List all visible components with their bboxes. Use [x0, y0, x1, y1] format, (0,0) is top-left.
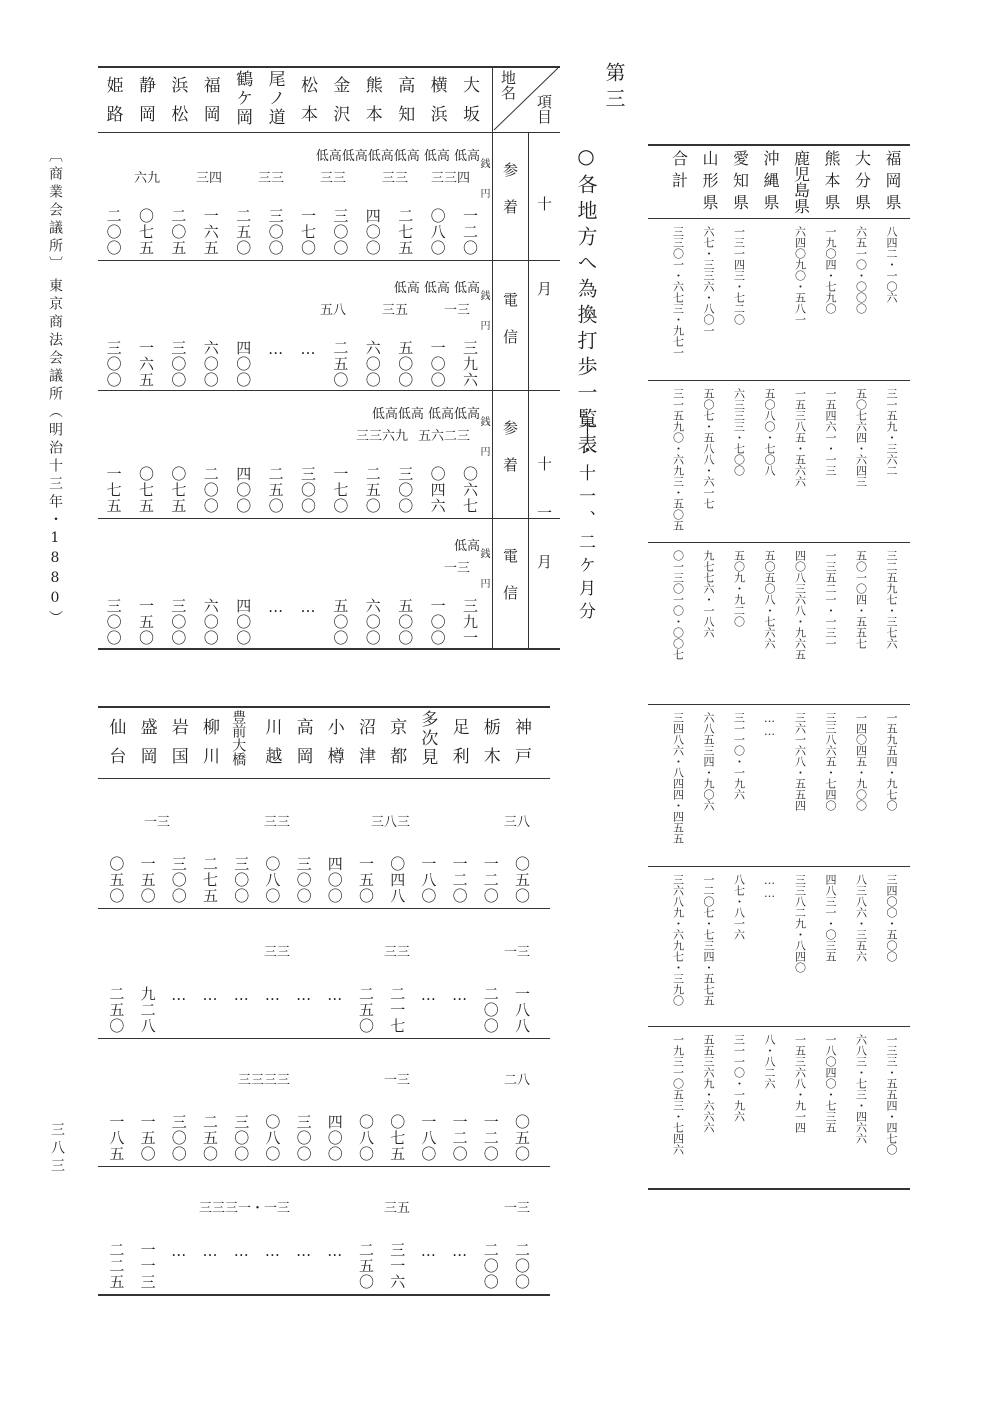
right-table-cell: 三四八六・八四四・四五五 — [671, 712, 685, 844]
right-table-cell: 六八五三四・九〇六 — [702, 712, 715, 811]
right-table-cell: 六三三三・七〇〇 — [732, 388, 746, 476]
right-table-cell: 三六八九・六九七・三九〇 — [671, 874, 685, 1006]
upper-city-header: 鶴ケ岡 — [232, 70, 253, 127]
upper-rate-value: 六九 — [133, 171, 160, 186]
lower-rate-value: 一三 — [503, 945, 530, 960]
right-table-cell: 三一一〇・一九六 — [732, 712, 746, 800]
upper-table-cell: 三九一 — [461, 598, 479, 646]
upper-rate-value: 三三六九 — [355, 429, 408, 444]
upper-table-cell: 〇四六 — [428, 466, 447, 514]
upper-table-cell: 三〇〇 — [169, 598, 188, 646]
right-table-cell: …… — [763, 874, 776, 900]
lower-table-cell: … — [419, 1242, 438, 1261]
lower-table-cell: … — [263, 986, 282, 1005]
lower-rate-value: 三三三三 — [237, 1073, 290, 1088]
lower-city-header: 仙台 — [105, 718, 126, 776]
right-table-cell: 一五四六一・一三 — [824, 388, 837, 476]
unit-sen: 銭 — [478, 416, 489, 426]
lower-city-header: 栃木 — [479, 718, 500, 776]
upper-table-cell: 三〇〇 — [104, 598, 123, 646]
upper-table-cell: … — [299, 340, 317, 359]
upper-table-cell: 一七〇 — [299, 208, 317, 256]
upper-row-rule-2 — [98, 390, 560, 391]
upper-table-cell: 三〇〇 — [104, 340, 123, 388]
lower-table-cell: 一八五 — [107, 1114, 126, 1162]
lower-table-cell: 〇七五 — [388, 1114, 407, 1162]
unit-yen: 円 — [478, 446, 489, 456]
lower-table-cell: 〇八〇 — [263, 1114, 282, 1162]
upper-row-rule-3 — [98, 518, 560, 519]
upper-table-cell: 二五〇 — [234, 208, 253, 256]
unit-yen: 円 — [478, 320, 489, 330]
upper-table-cell: 六〇〇 — [363, 340, 382, 388]
right-table-cell: 五〇八〇・七〇八 — [763, 388, 776, 476]
upper-rate-value: 三三四 — [430, 171, 470, 186]
upper-city-header: 姫路 — [102, 76, 123, 134]
right-table-cell: 一九三一〇五三・七四六 — [671, 1034, 685, 1155]
right-table-cell: 八・八二六 — [763, 1034, 776, 1089]
lower-rate-value: 三三 — [263, 945, 290, 960]
right-table-cell: 五〇七六四・六四三 — [854, 388, 868, 487]
right-table-cell: 五〇五〇八・七六六 — [763, 550, 776, 649]
right-table-col-rule-2 — [648, 542, 910, 543]
lower-table-cell: 四〇〇 — [325, 1114, 344, 1162]
lower-table-cell: … — [169, 1242, 188, 1261]
right-table-cell: 三一五九・三六二 — [885, 388, 898, 476]
lower-table-bottom-rule — [98, 1294, 550, 1296]
upper-table-cell: 一五〇 — [137, 598, 155, 646]
page-number: 三八三 — [49, 1122, 65, 1176]
header-corner-top: 地名 — [499, 70, 517, 100]
right-table-cell: 八七・八一六 — [732, 874, 746, 940]
lower-table-cell: 二〇〇 — [513, 1242, 531, 1290]
right-pref-header: 山形県 — [700, 150, 719, 216]
right-table-col-rule-1 — [648, 380, 910, 381]
lower-table-cell: 〇八〇 — [357, 1114, 375, 1162]
right-pref-header: 合計 — [669, 150, 689, 194]
upper-city-header: 尾ノ道 — [264, 70, 285, 127]
upper-table-cell: 〇七五 — [169, 466, 188, 514]
lower-table-header-rule — [98, 778, 550, 779]
right-table-cell: 〇一三〇一〇・〇〇七 — [671, 550, 685, 660]
upper-table-cell: 二〇五 — [169, 208, 188, 256]
unit-sen: 銭 — [478, 290, 489, 300]
upper-rate-value: 三三 — [319, 171, 346, 186]
right-table-cell: 六八三・七三・四六六 — [854, 1034, 868, 1144]
right-table-cell: 一四〇四五・九〇〇 — [854, 712, 868, 811]
upper-table-cell: 三九六 — [461, 340, 479, 388]
unit-sen: 銭 — [478, 158, 489, 168]
upper-table-cell: 五〇〇 — [396, 598, 415, 646]
upper-rate-label: 低高 低高 低高 — [393, 281, 480, 296]
right-table-cell: 四〇八三六八・九六五 — [793, 550, 807, 660]
lower-table-cell: … — [325, 1242, 344, 1261]
lower-row-rule-1 — [98, 908, 550, 909]
right-pref-header: 愛知県 — [730, 150, 750, 216]
upper-table-top-rule — [98, 66, 560, 68]
lower-city-header: 多次見 — [417, 710, 438, 767]
lower-table-cell: 一二〇 — [481, 856, 500, 904]
lower-rate-value: 一三 — [383, 1073, 410, 1088]
month-label-nov: 十一月 — [535, 456, 553, 603]
lower-table-cell: 三一六 — [388, 1242, 407, 1290]
source-right: 東京商法会議所（明治十三年・1880） — [47, 278, 63, 628]
lower-table-cell: 〇五〇 — [107, 856, 126, 904]
right-table-cell: 一五九五四・九七〇 — [885, 712, 898, 811]
upper-table-cell: … — [266, 598, 285, 617]
right-table-bottom-rule — [648, 1188, 910, 1190]
upper-table-cell: 六〇〇 — [201, 340, 220, 388]
lower-city-header: 豊前大橋 — [230, 710, 247, 766]
upper-table-cell: 四〇〇 — [234, 340, 253, 388]
lower-rate-value: 三八 — [503, 815, 530, 830]
lower-table-cell: 二五〇 — [357, 1242, 375, 1290]
lower-table-cell: 一五〇 — [138, 856, 157, 904]
right-table-cell: 一三三・五五四・四七〇 — [885, 1034, 898, 1155]
lower-rate-value: 三三三一・一三 — [198, 1201, 290, 1216]
lower-table-cell: 三〇〇 — [294, 1114, 313, 1162]
unit-sen: 銭 — [478, 548, 489, 558]
lower-table-cell: 二五〇 — [201, 1114, 219, 1162]
lower-table-cell: 二五〇 — [107, 986, 126, 1034]
lower-table-cell: 一五〇 — [357, 856, 375, 904]
upper-table-cell: 三〇〇 — [331, 208, 350, 256]
upper-table-cell: 〇八〇 — [428, 208, 447, 256]
upper-city-header: 浜松 — [167, 76, 188, 134]
upper-table-cell: 一六五 — [137, 340, 155, 388]
lower-table-cell: 〇五〇 — [513, 856, 531, 904]
upper-table-cell: 一〇〇 — [428, 598, 447, 646]
right-table-cell: 五〇七・五八八・六一七 — [702, 388, 715, 509]
lower-table-cell: 二〇〇 — [481, 986, 500, 1034]
upper-row-rule-1 — [98, 260, 560, 261]
corner-diagonal — [492, 66, 560, 132]
upper-table-cell: 六〇〇 — [363, 598, 382, 646]
header-corner-bottom: 項目 — [535, 94, 553, 124]
lower-table-cell: 四〇〇 — [325, 856, 344, 904]
right-table-top-rule — [648, 144, 910, 146]
right-pref-header: 大分県 — [852, 150, 872, 216]
right-table-cell: 八四二・一〇六 — [885, 226, 898, 303]
lower-table-cell: … — [232, 986, 251, 1005]
right-table-cell: 三六一六八・五五四 — [793, 712, 807, 811]
upper-col-rule-a — [492, 66, 493, 650]
right-table-cell: 一二〇七・七三四・五七五 — [702, 874, 715, 1006]
lower-table-cell: 一二〇 — [481, 1114, 500, 1162]
lower-city-header: 京都 — [386, 718, 407, 776]
right-table-cell: 一三一四三・七二〇 — [732, 226, 746, 325]
lower-table-cell: 一五〇 — [138, 1114, 157, 1162]
upper-table-cell: 三〇〇 — [169, 340, 188, 388]
lower-city-header: 足利 — [448, 718, 469, 776]
upper-table-cell: 二五〇 — [266, 466, 285, 514]
right-table-col-rule-5 — [648, 1026, 910, 1027]
lower-city-header: 柳川 — [199, 718, 219, 776]
upper-table-cell: 六〇〇 — [201, 598, 220, 646]
row-type-2: 電信 — [501, 292, 519, 366]
right-table-cell: 九七七六・一八六 — [702, 550, 715, 638]
upper-rate-label: 低高低高 低高低高 — [371, 407, 480, 422]
row-type-3: 参着 — [501, 420, 519, 494]
right-table-cell: 六四〇九〇・五八一 — [793, 226, 807, 325]
lower-rate-value: 三三 — [383, 945, 410, 960]
lower-table-cell: … — [232, 1242, 251, 1261]
lower-table-cell: 三〇〇 — [169, 856, 188, 904]
unit-yen: 円 — [478, 578, 489, 588]
right-pref-header: 福岡県 — [883, 150, 902, 216]
lower-table-cell: 〇五〇 — [513, 1114, 531, 1162]
upper-rate-value: 三三 — [257, 171, 284, 186]
upper-table-cell: 〇七五 — [137, 466, 155, 514]
lower-city-header: 岩国 — [167, 718, 188, 776]
lower-table-cell: … — [169, 986, 188, 1005]
lower-table-cell: 三〇〇 — [169, 1114, 188, 1162]
lower-table-cell: 二七五 — [201, 856, 219, 904]
lower-rate-value: 三五 — [383, 1201, 410, 1216]
upper-rate-value: 三五 — [381, 303, 408, 318]
lower-rate-value: 二八 — [503, 1073, 530, 1088]
right-table-cell: 八三八六・三五六 — [854, 874, 868, 962]
upper-table-cell: 二〇〇 — [201, 466, 220, 514]
upper-table-cell: 一七五 — [104, 466, 123, 514]
source-left: 〔商業会議所〕 — [47, 148, 63, 274]
row-type-4: 電信 — [501, 548, 519, 622]
upper-table-cell: 〇七五 — [137, 208, 155, 256]
right-pref-header: 鹿児島県 — [791, 150, 811, 214]
upper-table-cell: 四〇〇 — [234, 466, 253, 514]
lower-table-cell: 〇八〇 — [263, 856, 282, 904]
right-table-cell: 三一一〇・一九六 — [732, 1034, 746, 1122]
right-table-col-rule-3 — [648, 704, 910, 705]
upper-table-cell: 三〇〇 — [266, 208, 285, 256]
upper-table-cell: 二五〇 — [331, 340, 350, 388]
lower-row-rule-2 — [98, 1038, 550, 1039]
page-subtitle: 十・十一、二ケ月分 — [575, 418, 595, 625]
lower-table-cell: 〇四八 — [388, 856, 407, 904]
lower-table-cell: 二〇〇 — [481, 1242, 500, 1290]
upper-table-cell: 三〇〇 — [299, 466, 317, 514]
right-pref-header: 沖縄県 — [761, 150, 780, 216]
row-type-1: 参着 — [501, 162, 519, 236]
upper-table-cell: 一〇〇 — [428, 340, 447, 388]
right-table-cell: 四八三一・〇三五 — [824, 874, 837, 962]
unit-yen: 円 — [478, 188, 489, 198]
right-table-cell: 一九〇四・七九〇 — [824, 226, 837, 314]
right-table-cell: 五〇九・九二〇 — [732, 550, 746, 627]
month-label-oct: 十月 — [535, 196, 553, 366]
lower-city-header: 神戸 — [511, 718, 531, 776]
lower-table-cell: … — [450, 1242, 469, 1261]
upper-rate-value: 一三 — [443, 303, 470, 318]
lower-rate-value: 三三 — [263, 815, 290, 830]
upper-city-header: 福岡 — [199, 76, 220, 134]
lower-table-cell: 二二五 — [107, 1242, 126, 1290]
lower-table-cell: 一二〇 — [450, 1114, 469, 1162]
lower-table-cell: 三〇〇 — [294, 856, 313, 904]
lower-table-cell: … — [450, 986, 469, 1005]
lower-row-rule-3 — [98, 1166, 550, 1167]
upper-table-cell: 一七〇 — [331, 466, 350, 514]
lower-rate-value: 一三 — [503, 1201, 530, 1216]
upper-rate-label: 低高低高低高低高 低高 低高 — [315, 149, 480, 164]
lower-rate-value: 三八三 — [370, 815, 410, 830]
lower-city-header: 盛岡 — [136, 718, 157, 776]
upper-rate-value: 五八 — [319, 303, 346, 318]
upper-rate-value: 一三 — [443, 561, 470, 576]
upper-table-cell: 一六五 — [201, 208, 220, 256]
lower-table-cell: … — [294, 986, 313, 1005]
right-table-cell: 一五三八五・五六六 — [793, 388, 807, 487]
upper-rate-value: 五六二三 — [417, 429, 470, 444]
right-table-cell: 一三五二一・一三一 — [824, 550, 837, 649]
upper-table-cell: … — [266, 340, 285, 359]
right-table-cell: 一八〇四〇・七三五 — [824, 1034, 837, 1133]
lower-table-cell: 一一三 — [138, 1242, 157, 1290]
lower-table-cell: 三〇〇 — [232, 1114, 251, 1162]
lower-table-cell: … — [263, 1242, 282, 1261]
upper-city-header: 大坂 — [459, 76, 479, 134]
lower-table-cell: 一二〇 — [450, 856, 469, 904]
lower-table-cell: … — [201, 1242, 219, 1261]
upper-table-cell: 四〇〇 — [363, 208, 382, 256]
right-table-cell: 三一五九〇・六九三・五〇五 — [671, 388, 685, 531]
right-table-cell: 六五一〇・〇〇〇 — [854, 226, 868, 314]
upper-city-header: 高知 — [394, 76, 415, 134]
lower-table-top-rule — [98, 706, 550, 708]
right-table-cell: 一五三六八・九一四 — [793, 1034, 807, 1133]
upper-rate-label: 低高 — [453, 539, 480, 554]
right-table-header-rule — [648, 218, 910, 219]
lower-table-cell: … — [294, 1242, 313, 1261]
upper-table-cell: 二七五 — [396, 208, 415, 256]
page-title: ○各地方へ為換打歩一覧表 — [574, 144, 598, 460]
chapter-label: 第三 — [602, 62, 626, 114]
lower-table-cell: 三〇〇 — [232, 856, 251, 904]
lower-table-cell: … — [325, 986, 344, 1005]
lower-table-cell: 二一七 — [388, 986, 407, 1034]
right-table-cell: 三三八六五・七四〇 — [824, 712, 837, 811]
upper-rate-value: 三四 — [195, 171, 222, 186]
upper-rate-value: 三三 — [381, 171, 408, 186]
right-pref-header: 熊本県 — [822, 150, 841, 216]
right-table-cell: 五〇一〇四・五五七 — [854, 550, 868, 649]
upper-table-cell: 五〇〇 — [331, 598, 350, 646]
right-table-cell: 五五三六九・六六六 — [702, 1034, 715, 1133]
lower-table-cell: 一八八 — [513, 986, 531, 1034]
lower-table-cell: 九二八 — [138, 986, 157, 1034]
upper-city-header: 金沢 — [329, 76, 350, 134]
upper-table-cell: 〇六七 — [461, 466, 479, 514]
upper-city-header: 横浜 — [426, 76, 447, 134]
lower-table-cell: … — [419, 986, 438, 1005]
right-table-cell: 三三八二九・八四〇 — [793, 874, 807, 973]
upper-col-rule-b — [528, 132, 529, 650]
lower-city-header: 小樽 — [323, 718, 344, 776]
upper-table-cell: 一二〇 — [461, 208, 479, 256]
upper-table-cell: 二五〇 — [363, 466, 382, 514]
upper-table-cell: … — [299, 598, 317, 617]
lower-city-header: 川越 — [261, 718, 282, 776]
right-table-cell: 三四〇〇・五〇〇 — [885, 874, 898, 962]
right-table-cell: …… — [763, 712, 776, 738]
right-table-cell: 三三〇一・六七三・九七一 — [671, 226, 685, 358]
lower-table-cell: … — [201, 986, 219, 1005]
right-table-cell: 六七・三三六・八〇一 — [702, 226, 715, 336]
upper-table-bottom-rule — [98, 648, 560, 650]
lower-table-cell: 一八〇 — [419, 856, 438, 904]
right-table-cell: 三二五九七・三七六 — [885, 550, 898, 649]
lower-rate-value: 一三 — [143, 815, 170, 830]
lower-city-header: 高岡 — [292, 718, 313, 776]
right-table-col-rule-4 — [648, 866, 910, 867]
lower-city-header: 沼津 — [355, 718, 375, 776]
upper-table-cell: 五〇〇 — [396, 340, 415, 388]
upper-table-cell: 四〇〇 — [234, 598, 253, 646]
lower-table-cell: 一八〇 — [419, 1114, 438, 1162]
upper-table-cell: 三〇〇 — [396, 466, 415, 514]
upper-city-header: 熊本 — [361, 76, 382, 134]
lower-table-cell: 二五〇 — [357, 986, 375, 1034]
upper-city-header: 静岡 — [135, 76, 155, 134]
upper-table-cell: 二〇〇 — [104, 208, 123, 256]
upper-city-header: 松本 — [297, 76, 317, 134]
